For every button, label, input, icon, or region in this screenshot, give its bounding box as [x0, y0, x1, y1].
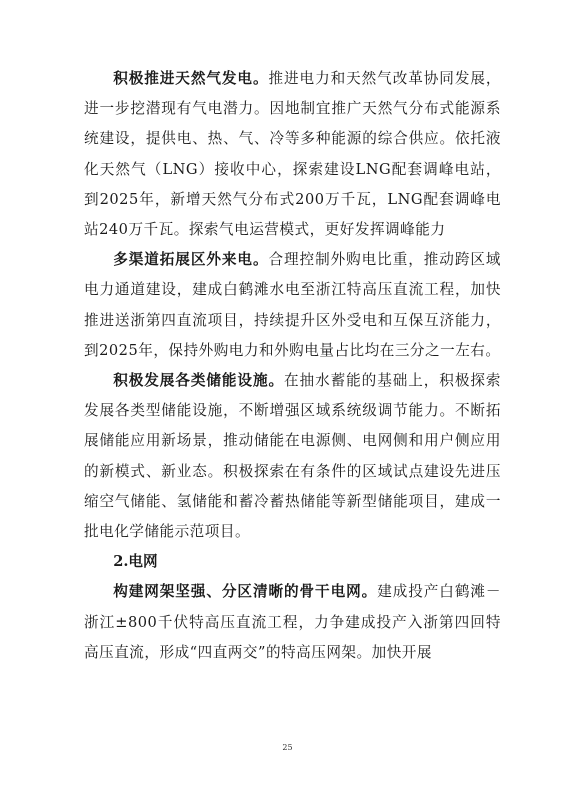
paragraph-natural-gas-power: [84, 64, 501, 245]
paragraph-lead: 多渠道拓展区外来电。: [113, 251, 269, 269]
paragraph-text: 在抽水蓄能的基础上，积极探索发展各类型储能设施，不断增强区域系统级调节能力。不断拓展储能应用新场景，推动储能在电源侧、电网侧和用户侧应用的新模式、新业态。积极探索在有条件的区域试点建设先进压缩空气储能、氢储能和蓄冷蓄热储能等新型储能项目，建成一批电化学储能示范项目。: [84, 372, 501, 541]
page-number: 25: [282, 743, 293, 752]
section-heading: 2.电网: [113, 553, 158, 571]
paragraph-text: 合理控制外购电比重，推动跨区域电力通道建设，建成白鹤滩水电至浙江特高压直流工程，加快推进送浙第四直流项目，持续提升区外受电和互保互济能力，到2025年，保持外购电力和外购电量占比均在三分之一左右。: [84, 251, 501, 359]
paragraph-lead: 构建网架坚强、分区清晰的骨干电网。: [113, 583, 378, 601]
paragraph-text: 建成投产白鹤滩－浙江±800千伏特高压直流工程，力争建成投产入浙第四回特高压直流，形成“四直两交”的特高压网架。加快开展: [84, 583, 501, 661]
paragraph-text: 推进电力和天然气改革协同发展，进一步挖潜现有气电潜力。因地制宜推广天然气分布式能源系统建设，提供电、热、气、冷等多种能源的综合供应。依托液化天然气（LNG）接收中心，探索建设LNG配套调峰电站，到2025年，新增天然气分布式200万千瓦，LNG配套调峰电站240万千瓦。探索气电运营模式，更好发挥调峰能力: [84, 70, 501, 239]
paragraph-energy-storage: [84, 366, 501, 547]
paragraph-external-power: [84, 245, 501, 366]
paragraph-backbone-grid: [84, 577, 501, 668]
document-body: [84, 64, 501, 668]
paragraph-lead: 积极推进天然气发电。: [113, 70, 269, 87]
paragraph-lead: 积极发展各类储能设施。: [113, 372, 285, 390]
